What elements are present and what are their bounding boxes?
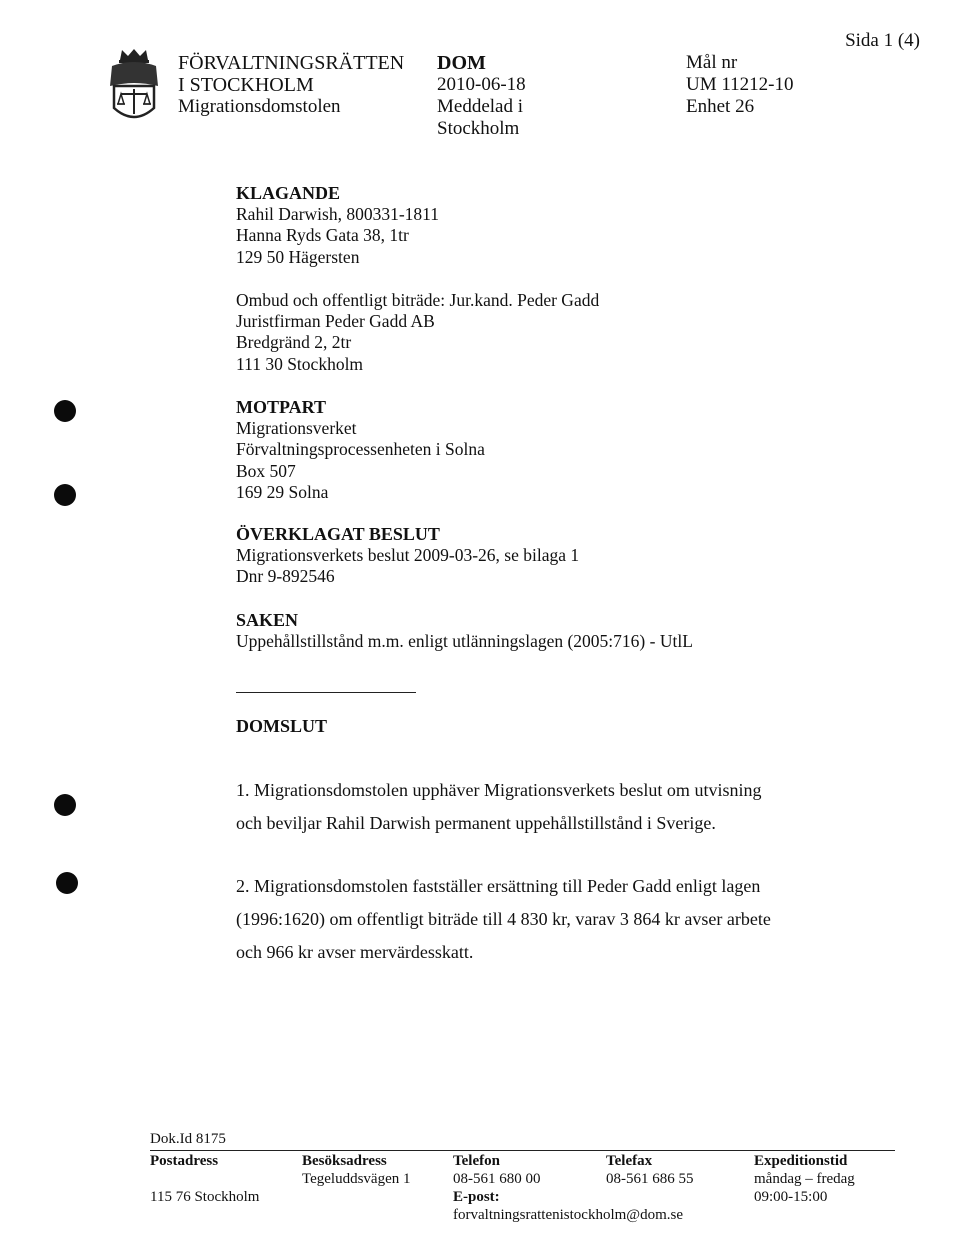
overklagat-beslut-line: Migrationsverkets beslut 2009-03-26, se bilaga 1 <box>236 545 580 566</box>
domslut-item-1-line: och beviljar Rahil Darwish permanent uppehållstillstånd i Sverige. <box>236 813 716 833</box>
footer-besoksadress-label: Besöksadress <box>302 1153 387 1169</box>
domslut-item-1 <box>236 774 836 840</box>
footer-expeditionstid-hours: 09:00-15:00 <box>754 1189 828 1205</box>
document-info-block <box>437 52 526 140</box>
footer-telefax-label: Telefax <box>606 1153 653 1169</box>
overklagat-beslut-line: Dnr 9-892546 <box>236 566 335 587</box>
margin-hole-mark <box>54 484 76 506</box>
court-emblem-icon <box>108 46 160 128</box>
motpart-section <box>236 397 485 503</box>
footer-expeditionstid-days: måndag – fredag <box>754 1171 855 1187</box>
domslut-item-2 <box>236 870 836 969</box>
document-issued-place: Stockholm <box>437 118 520 139</box>
footer-expeditionstid-label: Expeditionstid <box>754 1153 848 1169</box>
document-date: 2010-06-18 <box>437 74 526 95</box>
domslut-item-1-line: 1. Migrationsdomstolen upphäver Migrationsverkets beslut om utvisning <box>236 780 762 800</box>
document-issued-label: Meddelad i <box>437 96 524 117</box>
overklagat-beslut-section <box>236 524 579 588</box>
domslut-item-2-line: 2. Migrationsdomstolen fastställer ersättning till Peder Gadd enligt lagen <box>236 876 761 896</box>
klagande-line: Hanna Ryds Gata 38, 1tr <box>236 225 409 246</box>
saken-heading: SAKEN <box>236 610 299 630</box>
margin-hole-mark <box>54 794 76 816</box>
footer-telefax-value: 08-561 686 55 <box>606 1171 694 1187</box>
margin-hole-mark <box>54 400 76 422</box>
klagande-section <box>236 183 439 268</box>
ombud-line: Ombud och offentligt biträde: Jur.kand. Peder Gadd <box>236 290 600 310</box>
footer-postadress-value: 115 76 Stockholm <box>150 1189 260 1205</box>
domslut-item-2-line: och 966 kr avser mervärdesskatt. <box>236 942 474 962</box>
klagande-heading: KLAGANDE <box>236 183 341 203</box>
ombud-line: 111 30 Stockholm <box>236 353 364 374</box>
motpart-heading: MOTPART <box>236 397 327 417</box>
section-divider <box>236 692 416 693</box>
motpart-line: 169 29 Solna <box>236 481 329 502</box>
footer-besoksadress-value: Tegeluddsvägen 1 <box>302 1171 411 1187</box>
motpart-line: Box 507 <box>236 460 296 481</box>
court-name-line-2: I STOCKHOLM <box>178 74 314 96</box>
court-division: Migrationsdomstolen <box>178 96 341 117</box>
court-name-line-1: FÖRVALTNINGSRÄTTEN <box>178 52 405 74</box>
motpart-line: Migrationsverket <box>236 418 357 439</box>
footer-divider <box>150 1150 895 1151</box>
case-info-block <box>686 52 794 118</box>
footer-postadress-label: Postadress <box>150 1153 219 1169</box>
ombud-section <box>236 290 599 375</box>
footer-epost-value[interactable]: forvaltningsrattenistockholm@dom.se <box>453 1207 684 1223</box>
ombud-line: Juristfirman Peder Gadd AB <box>236 311 435 332</box>
document-type: DOM <box>437 52 486 74</box>
page-indicator: Sida 1 (4) <box>845 30 920 51</box>
klagande-line: Rahil Darwish, 800331-1811 <box>236 204 440 225</box>
footer-epost-label: E-post: <box>453 1189 500 1205</box>
domslut-item-2-line: (1996:1620) om offentligt biträde till 4 830 kr, varav 3 864 kr avser arbete <box>236 909 771 929</box>
domslut-heading: DOMSLUT <box>236 716 328 736</box>
case-unit: Enhet 26 <box>686 96 755 117</box>
saken-section <box>236 610 693 652</box>
motpart-line: Förvaltningsprocessenheten i Solna <box>236 439 485 460</box>
klagande-line: 129 50 Hägersten <box>236 246 360 267</box>
case-number: UM 11212-10 <box>686 74 794 95</box>
overklagat-beslut-heading: ÖVERKLAGAT BESLUT <box>236 524 440 544</box>
case-number-label: Mål nr <box>686 52 738 73</box>
margin-hole-mark <box>56 872 78 894</box>
document-id: Dok.Id 8175 <box>150 1131 226 1147</box>
court-name-block <box>178 52 404 118</box>
footer-telefon-value: 08-561 680 00 <box>453 1171 541 1187</box>
saken-line: Uppehållstillstånd m.m. enligt utlänningslagen (2005:716) - UtlL <box>236 631 693 652</box>
ombud-line: Bredgränd 2, 2tr <box>236 332 352 353</box>
footer-telefon-label: Telefon <box>453 1153 500 1169</box>
domslut-section <box>236 716 327 737</box>
